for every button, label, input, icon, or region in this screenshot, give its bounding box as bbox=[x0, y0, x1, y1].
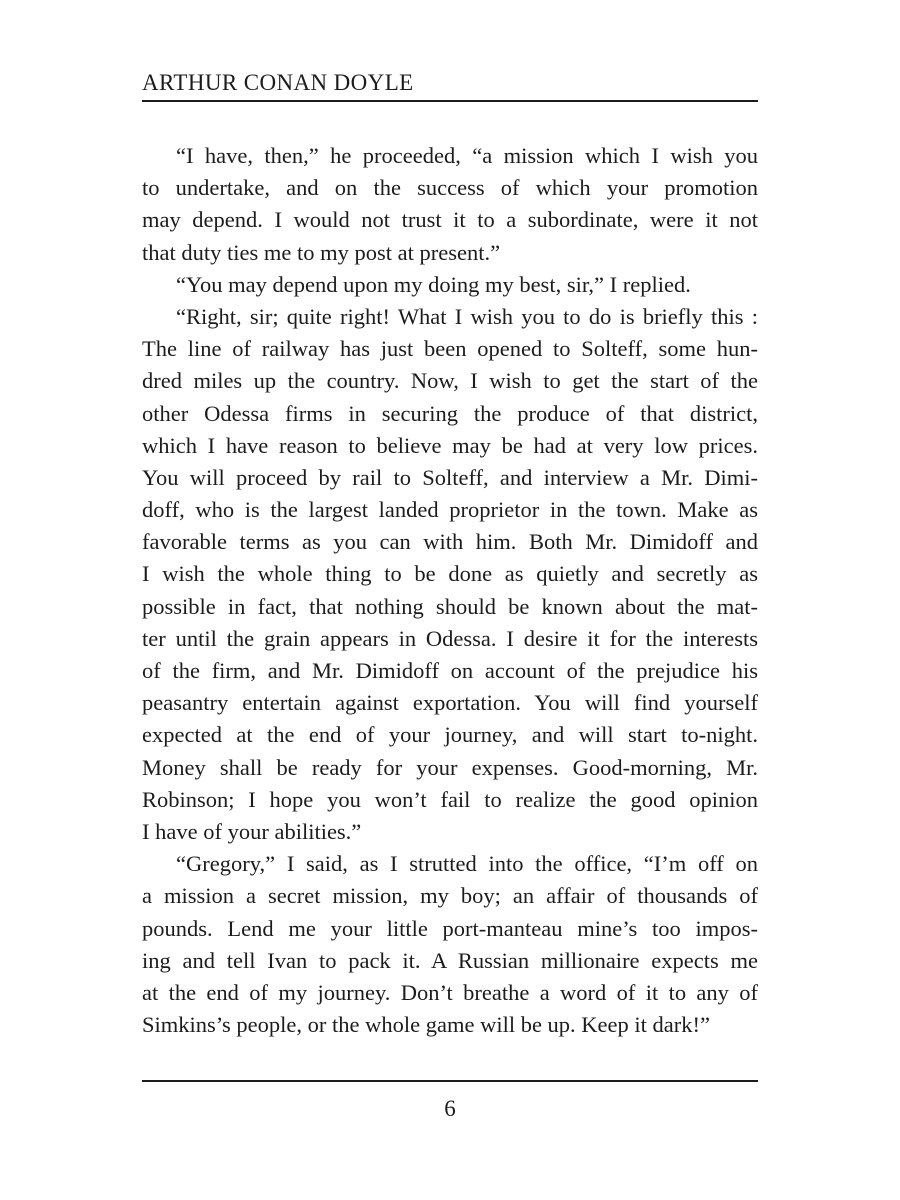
text-line: may depend. I would not trust it to a subordinate, were it not bbox=[142, 207, 758, 233]
text-line: of the firm, and Mr. Dimidoff on account of the prejudice his bbox=[142, 658, 758, 683]
text-line: I wish the whole thing to be done as quietly and secretly as bbox=[142, 561, 758, 587]
footer-rule bbox=[142, 1080, 758, 1082]
text-line: dred miles up the country. Now, I wish to get the start of the bbox=[142, 368, 758, 394]
text-line: “Right, sir; quite right! What I wish you to do is briefly this : bbox=[176, 303, 758, 329]
text-line: Robinson; I hope you won’t fail to realize the good opinion bbox=[142, 786, 758, 812]
text-line: pounds. Lend me your little port-manteau mine’s too impos- bbox=[142, 915, 758, 941]
text-line: The line of railway has just been opened to Solteff, some hun- bbox=[142, 336, 758, 362]
text-line: that duty ties me to my post at present.” bbox=[142, 239, 501, 265]
text-line: Money shall be ready for your expenses. Good-morning, Mr. bbox=[142, 754, 758, 780]
running-header bbox=[142, 68, 758, 102]
text-line: at the end of my journey. Don’t breathe a word of it to any of bbox=[142, 979, 758, 1005]
header-author-title: ARTHUR CONAN DOYLE bbox=[142, 70, 414, 95]
text-line: possible in fact, that nothing should be known about the mat- bbox=[142, 593, 758, 619]
text-line: expected at the end of your journey, and will start to-night. bbox=[142, 722, 758, 748]
text-line: other Odessa firms in securing the produce of that district, bbox=[142, 400, 758, 426]
text-line: to undertake, and on the success of which your promotion bbox=[142, 175, 758, 201]
text-line: doff, who is the largest landed proprietor in the town. Make as bbox=[142, 497, 758, 523]
text-line: You will proceed by rail to Solteff, and interview a Mr. Dimi- bbox=[142, 464, 758, 490]
text-line: peasantry entertain against exportation. You will find yourself bbox=[142, 690, 758, 716]
text-line: “Gregory,” I said, as I strutted into the office, “I’m off on bbox=[176, 851, 758, 877]
text-line: a mission a secret mission, my boy; an affair of thousands of bbox=[142, 883, 758, 909]
text-line: which I have reason to believe may be had at very low prices. bbox=[142, 432, 758, 458]
header-rule bbox=[142, 100, 758, 102]
text-line: favorable terms as you can with him. Both Mr. Dimidoff and bbox=[142, 529, 758, 555]
text-line: “I have, then,” he proceeded, “a mission which I wish you bbox=[176, 143, 758, 168]
text-line: ing and tell Ivan to pack it. A Russian millionaire expects me bbox=[142, 947, 758, 973]
text-line: I have of your abilities.” bbox=[142, 818, 362, 844]
page-number: 6 bbox=[444, 1096, 456, 1121]
text-line: Simkins’s people, or the whole game will be up. Keep it dark!” bbox=[142, 1012, 710, 1038]
body-text bbox=[142, 140, 758, 1041]
text-line: “You may depend upon my doing my best, sir,” I replied. bbox=[176, 271, 691, 297]
text-line: ter until the grain appears in Odessa. I desire it for the interests bbox=[142, 625, 758, 651]
